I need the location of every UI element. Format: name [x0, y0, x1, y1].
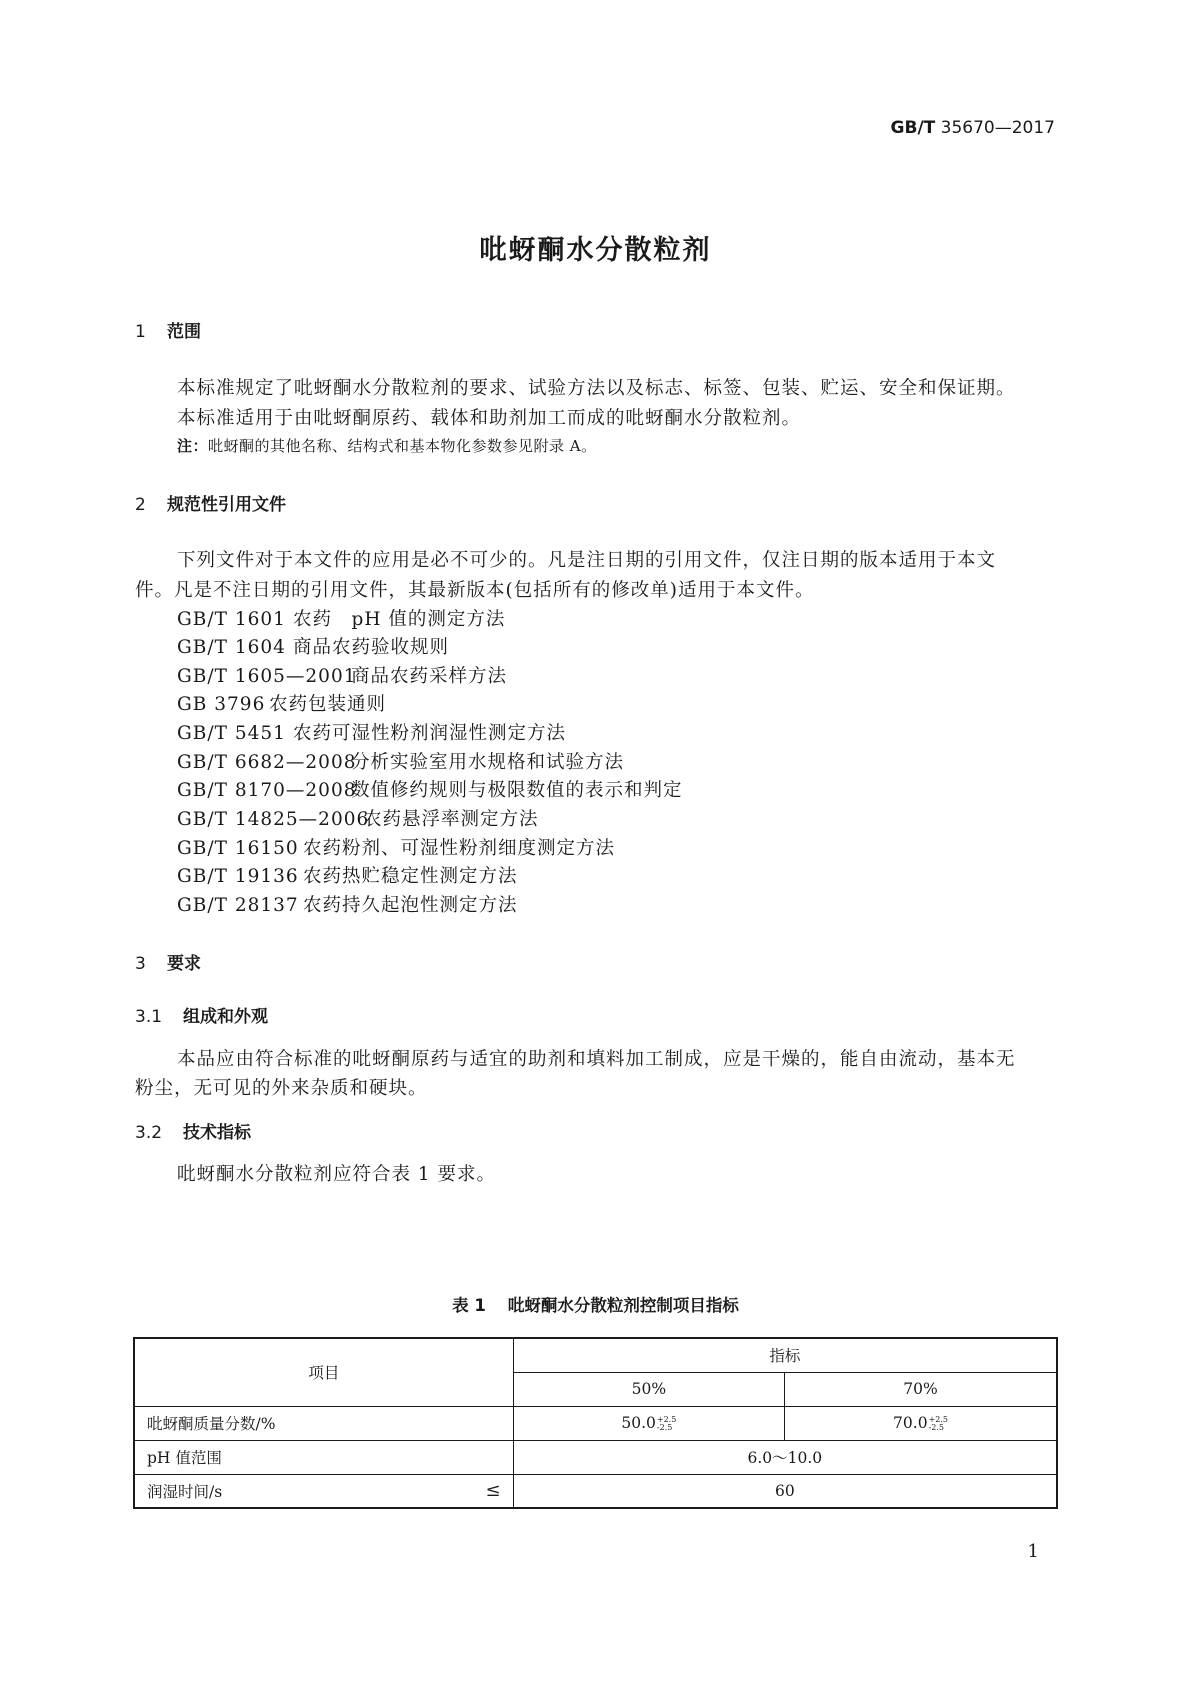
reference-item	[177, 633, 449, 659]
row-value-70	[785, 1406, 1057, 1440]
reference-code: GB/T 1604	[177, 637, 286, 658]
header-index: 指标	[513, 1338, 1057, 1372]
reference-item	[177, 891, 518, 917]
subsection-3-2-line-1: 吡蚜酮水分散粒剂应符合表 1 要求。	[177, 1164, 497, 1185]
reference-name: 商品农药采样方法	[351, 666, 508, 687]
reference-item	[177, 748, 624, 774]
subsection-3-2-title: 技术指标	[183, 1123, 251, 1143]
reference-code: GB/T 16150	[177, 838, 299, 859]
standard-code-number: 35670—2017	[940, 118, 1055, 138]
reference-code: GB/T 19136	[177, 866, 299, 887]
reference-name: 数值修约规则与极限数值的表示和判定	[351, 780, 683, 801]
section-2-intro-line-2: 件。凡是不注日期的引用文件，其最新版本(包括所有的修改单)适用于本文件。	[135, 580, 815, 601]
page-number: 1	[1027, 1541, 1039, 1562]
reference-code: GB/T 8170—2008	[177, 780, 357, 801]
reference-code: GB/T 5451	[177, 723, 286, 744]
subsection-3-1-line-1: 本品应由符合标准的吡蚜酮原药与适宜的助剂和填料加工制成，应是干燥的，能自由流动，基本无	[177, 1049, 1016, 1070]
row-value: 60	[513, 1474, 1057, 1508]
row-item: 吡蚜酮质量分数/%	[134, 1406, 513, 1440]
subsection-3-2-number: 3.2	[135, 1123, 163, 1143]
row-item: 润湿时间/s	[147, 1482, 223, 1501]
reference-name: 农药热贮稳定性测定方法	[303, 866, 518, 887]
section-1-note	[177, 435, 597, 456]
tolerance-70-down: -2.5	[928, 1423, 944, 1432]
reference-name: 分析实验室用水规格和试验方法	[351, 752, 625, 773]
subsection-3-1-number: 3.1	[135, 1007, 163, 1027]
section-1-paragraph-1: 本标准规定了吡蚜酮水分散粒剂的要求、试验方法以及标志、标签、包装、贮运、安全和保证期。	[177, 378, 1016, 399]
tolerance-70	[929, 1416, 948, 1432]
reference-item	[177, 690, 386, 716]
reference-name: 商品农药验收规则	[293, 637, 450, 658]
spec-table	[133, 1337, 1058, 1509]
header-item: 项目	[134, 1338, 513, 1406]
reference-item	[177, 719, 566, 745]
reference-name: 农药 pH 值的测定方法	[293, 609, 506, 630]
reference-item	[177, 834, 615, 860]
reference-name: 农药可湿性粉剂润湿性测定方法	[293, 723, 567, 744]
subsection-3-1-heading	[135, 1002, 268, 1027]
note-text: 吡蚜酮的其他名称、结构式和基本物化参数参见附录 A。	[208, 437, 597, 455]
section-1-paragraph-2: 本标准适用于由吡蚜酮原药、载体和助剂加工而成的吡蚜酮水分散粒剂。	[177, 408, 802, 429]
section-2-intro-line-1: 下列文件对于本文件的应用是必不可少的。凡是注日期的引用文件，仅注日期的版本适用于本文	[177, 550, 997, 571]
row-item: pH 值范围	[134, 1440, 513, 1474]
reference-code: GB/T 6682—2008	[177, 752, 357, 773]
standard-code-prefix: GB/T	[890, 118, 936, 138]
section-2-number: 2	[135, 495, 146, 515]
standard-code	[891, 118, 1055, 138]
table-row	[134, 1474, 1057, 1508]
reference-code: GB 3796	[177, 694, 266, 715]
section-3-title: 要求	[167, 954, 201, 974]
leq-symbol: ≤	[485, 1479, 501, 1501]
subsection-3-1-title: 组成和外观	[183, 1007, 268, 1027]
reference-item	[177, 605, 505, 631]
reference-item	[177, 776, 683, 802]
table-header-row	[134, 1338, 1057, 1372]
section-1-heading	[135, 317, 201, 342]
table-row	[134, 1440, 1057, 1474]
tolerance-50	[657, 1416, 676, 1432]
value-50: 50.0	[621, 1414, 656, 1432]
reference-code: GB/T 1605—2001	[177, 666, 357, 687]
reference-item	[177, 662, 507, 688]
document-title: 吡蚜酮水分散粒剂	[479, 235, 712, 266]
reference-item	[177, 862, 518, 888]
reference-code: GB/T 28137	[177, 895, 299, 916]
table-row	[134, 1406, 1057, 1440]
table-caption	[0, 1292, 1191, 1316]
reference-name: 农药悬浮率测定方法	[363, 809, 539, 830]
note-label: 注：	[177, 437, 209, 455]
value-70: 70.0	[893, 1414, 928, 1432]
reference-code: GB/T 14825—2006	[177, 809, 370, 830]
tolerance-50-up: +2.5	[656, 1415, 677, 1424]
subsection-3-2-heading	[135, 1118, 251, 1143]
table-title: 吡蚜酮水分散粒剂控制项目指标	[507, 1296, 739, 1315]
reference-name: 农药持久起泡性测定方法	[303, 895, 518, 916]
section-3-heading	[135, 949, 201, 974]
section-1-title: 范围	[167, 322, 201, 342]
subsection-3-1-line-2: 粉尘，无可见的外来杂质和硬块。	[135, 1078, 428, 1099]
table-number: 表 1	[452, 1296, 486, 1315]
row-value: 6.0～10.0	[513, 1440, 1057, 1474]
reference-name: 农药包装通则	[269, 694, 387, 715]
tolerance-70-up: +2.5	[928, 1415, 948, 1424]
section-2-heading	[135, 490, 286, 515]
header-70: 70%	[785, 1372, 1057, 1406]
row-item-cell	[134, 1474, 513, 1508]
section-2-title: 规范性引用文件	[167, 495, 286, 515]
reference-item	[177, 805, 539, 831]
header-50: 50%	[513, 1372, 784, 1406]
tolerance-50-down: -2.5	[656, 1423, 673, 1432]
section-1-number: 1	[135, 322, 146, 342]
reference-name: 农药粉剂、可湿性粉剂细度测定方法	[303, 838, 616, 859]
section-3-number: 3	[135, 954, 146, 974]
row-value-50	[513, 1406, 784, 1440]
reference-code: GB/T 1601	[177, 609, 286, 630]
